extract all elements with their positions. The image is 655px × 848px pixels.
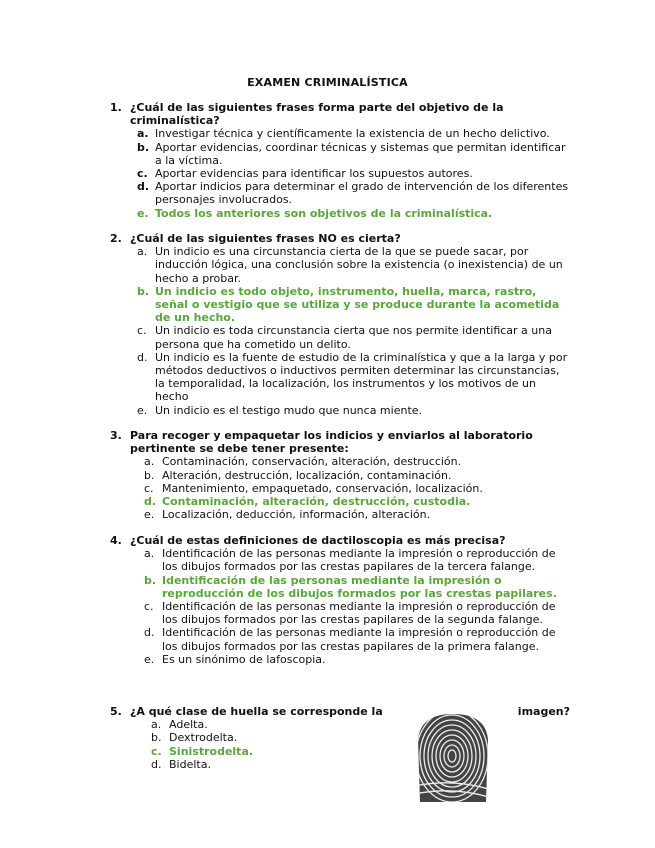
answer-option — [137, 324, 570, 350]
answer-option-correct — [144, 574, 570, 600]
answer-option — [144, 653, 570, 666]
option-text: Mantenimiento, empaquetado, conservación, localización. — [162, 481, 483, 495]
answer-option — [144, 469, 570, 482]
option-text: Bidelta. — [169, 757, 211, 771]
option-letter: a. — [144, 455, 155, 469]
answer-option — [151, 731, 570, 744]
answer-option — [151, 718, 570, 731]
option-text: Identificación de las personas mediante la impresión o reproducción de los dibujos formados por las crestas papilares de la tercera falange. — [162, 547, 556, 574]
option-text: Aportar evidencias para identificar los supuestos autores. — [155, 167, 473, 181]
question-heading — [110, 101, 570, 127]
answer-option — [137, 404, 570, 417]
option-text: Un indicio es la fuente de estudio de la criminalística y que a la larga y por métodos deductivos o inductivos permiten determinar las circunstancias, la temporalidad, la localización, los instrumentos y los motivos de un hecho — [155, 350, 568, 404]
option-letter: e. — [144, 652, 155, 666]
question-text: ¿Cuál de estas definiciones de dactiloscopia es más precisa? — [130, 534, 506, 547]
question-3 — [110, 429, 570, 521]
question-text: Para recoger y empaquetar los indicios y enviarlos al laboratorio pertinente se debe tener presente: — [130, 429, 533, 456]
answer-option — [144, 626, 570, 652]
answer-option-correct — [137, 285, 570, 325]
answer-option-correct — [151, 745, 570, 758]
option-letter: d. — [137, 180, 150, 194]
exam-title: EXAMEN CRIMINALÍSTICA — [247, 76, 408, 89]
option-letter: b. — [137, 284, 150, 298]
answer-option — [144, 600, 570, 626]
option-text: Sinistrodelta. — [169, 744, 254, 758]
answer-option — [137, 245, 570, 285]
question-heading — [110, 429, 570, 455]
option-letter: b. — [144, 573, 157, 587]
option-letter: a. — [144, 547, 155, 561]
option-letter: e. — [144, 508, 155, 522]
option-text: Identificación de las personas mediante la impresión o reproducción de los dibujos formados por las crestas papilares. — [162, 573, 557, 600]
option-letter: d. — [137, 350, 148, 364]
question-text: ¿Cuál de las siguientes frases NO es cierta? — [130, 232, 401, 245]
option-letter: b. — [151, 731, 162, 745]
question-text-left: ¿A qué clase de huella se corresponde la — [130, 705, 383, 718]
question-number: 2. — [110, 232, 122, 245]
answer-option-correct — [137, 207, 570, 220]
option-letter: c. — [144, 600, 154, 614]
question-5 — [110, 705, 570, 771]
answer-option — [137, 141, 570, 167]
option-text: Aportar evidencias, coordinar técnicas y sistemas que permitan identificar a la víctima. — [155, 140, 566, 167]
answer-option — [144, 508, 570, 521]
option-text: Localización, deducción, información, alteración. — [162, 508, 431, 522]
option-text: Dextrodelta. — [169, 731, 238, 745]
answer-option — [137, 180, 570, 206]
option-letter: c. — [151, 744, 162, 758]
answer-option — [137, 167, 570, 180]
option-text: Un indicio es una circunstancia cierta de la que se puede sacar, por inducción lógica, una conclusión sobre la existencia (o inexistencia) de un hecho a probar. — [155, 245, 563, 285]
option-text: Adelta. — [169, 718, 208, 732]
question-text-right: imagen? — [517, 705, 570, 718]
option-letter: e. — [137, 206, 149, 220]
option-text: Un indicio es todo objeto, instrumento, huella, marca, rastro, señal o vestigio que se utiliza y se produce durante la acometida de un hecho. — [155, 284, 560, 325]
answer-option — [137, 127, 570, 140]
option-letter: a. — [137, 245, 148, 259]
option-text: Un indicio es el testigo mudo que nunca miente. — [155, 403, 423, 417]
option-text: Contaminación, conservación, alteración, destrucción. — [162, 455, 462, 469]
question-number: 3. — [110, 429, 122, 442]
option-letter: e. — [137, 403, 148, 417]
option-letter: d. — [144, 495, 157, 509]
option-text: Identificación de las personas mediante la impresión o reproducción de los dibujos formados por las crestas papilares de la segunda falange. — [162, 600, 556, 627]
option-text: Identificación de las personas mediante la impresión o reproducción de los dibujos formados por las crestas papilares de la primera falange. — [162, 626, 556, 653]
option-letter: b. — [137, 140, 150, 154]
answer-option — [144, 455, 570, 468]
answer-option — [151, 758, 570, 771]
answer-option — [137, 351, 570, 404]
option-text: Alteración, destrucción, localización, contaminación. — [162, 468, 452, 482]
fingerprint-image — [414, 710, 492, 802]
question-heading — [110, 705, 570, 718]
question-number: 1. — [110, 101, 122, 114]
option-letter: c. — [137, 167, 148, 181]
answer-option — [144, 547, 570, 573]
option-text: Es un sinónimo de lafoscopia. — [162, 652, 326, 666]
option-text: Todos los anteriores son objetivos de la criminalística. — [155, 206, 493, 220]
option-text: Un indicio es toda circunstancia cierta que nos permite identificar a una persona que ha cometido un delito. — [155, 324, 552, 351]
option-letter: c. — [137, 324, 147, 338]
question-1 — [110, 101, 570, 220]
question-2 — [110, 232, 570, 417]
question-number: 4. — [110, 534, 122, 547]
question-number: 5. — [110, 705, 122, 718]
option-text: Aportar indicios para determinar el grado de intervención de los diferentes personajes involucrados. — [155, 180, 569, 207]
option-letter: a. — [151, 718, 162, 732]
answer-option — [144, 482, 570, 495]
answer-option-correct — [144, 495, 570, 508]
option-letter: a. — [137, 127, 149, 141]
option-letter: d. — [151, 757, 162, 771]
question-heading — [110, 232, 570, 245]
option-letter: c. — [144, 481, 154, 495]
option-letter: b. — [144, 468, 155, 482]
question-text — [130, 705, 570, 718]
question-4 — [110, 534, 570, 666]
option-text: Investigar técnica y científicamente la existencia de un hecho delictivo. — [155, 127, 550, 141]
question-heading — [110, 534, 570, 547]
question-text: ¿Cuál de las siguientes frases forma parte del objetivo de la criminalística? — [130, 101, 504, 128]
option-letter: d. — [144, 626, 155, 640]
option-text: Contaminación, alteración, destrucción, custodia. — [162, 495, 471, 509]
